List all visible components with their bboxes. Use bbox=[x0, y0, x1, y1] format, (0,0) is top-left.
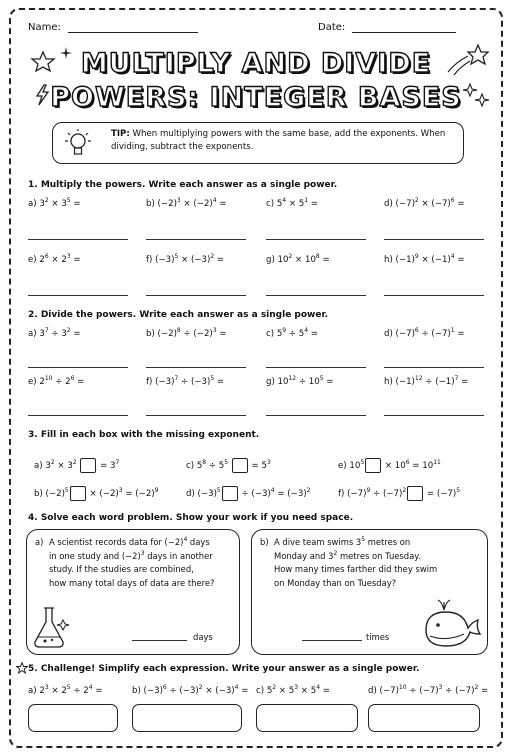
question-s1-3 bbox=[384, 199, 465, 209]
question-label: c) bbox=[256, 686, 267, 696]
question-label: b) bbox=[132, 686, 144, 696]
question-label: f) bbox=[338, 489, 348, 499]
name-line[interactable] bbox=[68, 32, 198, 33]
question-s2-4 bbox=[28, 377, 84, 387]
tip-body: When multiplying powers with the same base, add the exponents. When dividing, subtract the exponents. bbox=[111, 129, 446, 152]
answer-line[interactable] bbox=[266, 367, 366, 368]
question-label: d) bbox=[186, 489, 198, 499]
question-s2-1 bbox=[146, 329, 227, 339]
answer-box[interactable] bbox=[28, 704, 118, 732]
question-expression: $(-2)^8 \div (-2)^3$ = bbox=[157, 327, 227, 339]
date-field[interactable] bbox=[318, 22, 456, 33]
question-expression: $2^3 \times 2^5 \div 2^4$ = bbox=[39, 684, 103, 696]
answer-line[interactable] bbox=[146, 415, 246, 416]
question-s2-2 bbox=[266, 329, 318, 339]
question-label: c) bbox=[266, 329, 277, 339]
question-expression: $(-2)^3 \times (-2)^4$ = bbox=[157, 197, 227, 209]
section-1-heading: 1. Multiply the powers. Write each answer as a single power. bbox=[28, 180, 338, 190]
question-s3-2 bbox=[338, 458, 441, 473]
question-s1-4 bbox=[28, 255, 81, 265]
title-line-1: MULTIPLY AND DIVIDE bbox=[80, 48, 432, 79]
word-problem-a-box bbox=[26, 529, 240, 655]
section-5-heading: 5. Challenge! Simplify each expression. Write your answer as a single power. bbox=[28, 664, 420, 674]
question-s5-0 bbox=[28, 686, 103, 696]
question-s5-3 bbox=[368, 686, 488, 696]
question-expression: $(-3)^5 \times (-3)^2$ = bbox=[155, 253, 225, 265]
answer-box[interactable] bbox=[132, 704, 242, 732]
question-expression: $(-3)^6 \div (-3)^2 \times (-3)^4$ = bbox=[143, 684, 249, 696]
problem-a-label: a) bbox=[35, 537, 44, 547]
answer-line[interactable] bbox=[384, 239, 484, 240]
problem-a-text: A scientist records data for $(-2)^4$ days in one study and $(-2)^3$ days in another study. If the studies are combined, how many total days of data are there? bbox=[49, 536, 215, 588]
star-icon bbox=[16, 662, 28, 674]
question-label: b) bbox=[34, 489, 46, 499]
question-s2-5 bbox=[146, 377, 224, 387]
question-label: d) bbox=[384, 199, 396, 209]
answer-box[interactable] bbox=[256, 704, 358, 732]
question-expression: $5^9 \div 5^4$ = bbox=[276, 327, 319, 339]
name-field[interactable] bbox=[28, 22, 198, 33]
answer-line[interactable] bbox=[28, 415, 128, 416]
answer-line[interactable] bbox=[384, 415, 484, 416]
question-label: h) bbox=[384, 255, 396, 265]
question-expression: $(-3)^5 \div (-3)^4 = (-3)^2$ bbox=[197, 487, 311, 499]
answer-line[interactable] bbox=[266, 415, 366, 416]
question-s3-4 bbox=[186, 486, 311, 501]
question-s2-0 bbox=[28, 329, 81, 339]
question-s5-2 bbox=[256, 686, 330, 696]
question-label: b) bbox=[146, 199, 158, 209]
answer-line[interactable] bbox=[146, 295, 246, 296]
answer-line[interactable] bbox=[384, 295, 484, 296]
answer-line[interactable] bbox=[266, 239, 366, 240]
question-expression: $10^5 \times 10^6 = 10^{11}$ bbox=[349, 459, 441, 471]
question-s1-5 bbox=[146, 255, 224, 265]
question-expression: $2^{10} \div 2^6$ = bbox=[39, 375, 85, 387]
question-expression: $2^6 \times 2^3$ = bbox=[39, 253, 81, 265]
question-label: a) bbox=[28, 686, 40, 696]
question-expression: $(-2)^5 \times (-2)^3 = (-2)^9$ bbox=[45, 487, 159, 499]
question-expression: $(-7)^2 \times (-7)^6$ = bbox=[395, 197, 465, 209]
answer-line[interactable] bbox=[28, 295, 128, 296]
problem-a-unit: days bbox=[193, 632, 213, 642]
tip-box bbox=[52, 122, 464, 164]
question-label: a) bbox=[28, 329, 40, 339]
section-3-heading: 3. Fill in each box with the missing exponent. bbox=[28, 430, 260, 440]
question-label: c) bbox=[266, 199, 277, 209]
problem-b-unit: times bbox=[366, 632, 390, 642]
question-s5-1 bbox=[132, 686, 248, 696]
question-label: a) bbox=[34, 461, 46, 471]
problem-b-label: b) bbox=[260, 537, 269, 547]
word-problem-b-box bbox=[251, 529, 488, 655]
question-label: d) bbox=[384, 329, 396, 339]
question-s3-3 bbox=[34, 486, 159, 501]
section-4-heading: 4. Solve each word problem. Show your work if you need space. bbox=[28, 513, 354, 523]
question-s3-5 bbox=[338, 486, 460, 501]
question-s2-6 bbox=[266, 377, 334, 387]
question-expression: $(-1)^{12} \div (-1)^7$ = bbox=[395, 375, 469, 387]
name-label: Name: bbox=[28, 22, 61, 33]
title-line-2: POWERS: INTEGER BASES bbox=[50, 82, 462, 113]
question-expression: $(-7)^{10} \div (-7)^3 \div (-7)^2$ = bbox=[379, 684, 489, 696]
date-label: Date: bbox=[318, 22, 346, 33]
tip-label: TIP: bbox=[111, 129, 130, 139]
question-expression: $3^7 \div 3^2$ = bbox=[39, 327, 81, 339]
problem-b-answer-line[interactable] bbox=[302, 640, 362, 641]
answer-line[interactable] bbox=[146, 239, 246, 240]
question-label: g) bbox=[266, 377, 278, 387]
question-label: b) bbox=[146, 329, 158, 339]
shooting-star-icon bbox=[446, 42, 490, 76]
star-icon bbox=[30, 50, 56, 72]
question-expression: $(-7)^6 \div (-7)^1$ = bbox=[395, 327, 465, 339]
question-expression: $5^8 \div 5^5 = 5^3$ bbox=[196, 459, 271, 471]
question-label: g) bbox=[266, 255, 278, 265]
question-s1-2 bbox=[266, 199, 318, 209]
answer-line[interactable] bbox=[28, 367, 128, 368]
whale-icon bbox=[420, 596, 486, 652]
flask-icon bbox=[31, 600, 71, 652]
problem-a-answer-line[interactable] bbox=[132, 640, 187, 641]
question-label: h) bbox=[384, 377, 396, 387]
question-s1-0 bbox=[28, 199, 81, 209]
question-expression: $10^2 \times 10^8$ = bbox=[277, 253, 330, 265]
question-s2-3 bbox=[384, 329, 465, 339]
question-s1-1 bbox=[146, 199, 227, 209]
question-label: f) bbox=[146, 377, 156, 387]
section-2-heading: 2. Divide the powers. Write each answer as a single power. bbox=[28, 310, 329, 320]
answer-line[interactable] bbox=[146, 367, 246, 368]
question-expression: $5^4 \times 5^1$ = bbox=[276, 197, 319, 209]
problem-b-text: A dive team swims $3^5$ metres on Monday and $3^2$ metres on Tuesday. How many times farther did they swim on Monday than on Tuesday? bbox=[274, 536, 438, 588]
answer-line[interactable] bbox=[384, 367, 484, 368]
question-label: f) bbox=[146, 255, 156, 265]
tip-text bbox=[111, 128, 456, 154]
question-label: e) bbox=[28, 377, 40, 387]
question-expression: $10^{12} \div 10^5$ = bbox=[277, 375, 334, 387]
question-label: e) bbox=[28, 255, 40, 265]
stars-icon bbox=[462, 82, 490, 108]
date-line[interactable] bbox=[352, 32, 456, 33]
lightbulb-icon bbox=[63, 127, 93, 159]
question-s2-7 bbox=[384, 377, 468, 387]
question-expression: $3^2 \times 3^2 = 3^7$ bbox=[45, 459, 120, 471]
answer-box[interactable] bbox=[368, 704, 480, 732]
answer-line[interactable] bbox=[28, 239, 128, 240]
question-label: a) bbox=[28, 199, 40, 209]
question-s3-1 bbox=[186, 458, 271, 473]
question-label: c) bbox=[186, 461, 197, 471]
sparkle-icon bbox=[60, 47, 72, 59]
answer-line[interactable] bbox=[266, 295, 366, 296]
question-label: e) bbox=[338, 461, 350, 471]
question-s1-7 bbox=[384, 255, 465, 265]
question-expression: $5^2 \times 5^3 \times 5^4$ = bbox=[266, 684, 330, 696]
question-s3-0 bbox=[34, 458, 119, 473]
question-s1-6 bbox=[266, 255, 330, 265]
question-expression: $(-1)^9 \times (-1)^4$ = bbox=[395, 253, 465, 265]
question-expression: $(-7)^9 \div (-7)^2 = (-7)^5$ bbox=[347, 487, 461, 499]
question-expression: $(-3)^7 \div (-3)^5$ = bbox=[155, 375, 225, 387]
question-expression: $3^2 \times 3^5$ = bbox=[39, 197, 81, 209]
lightning-icon bbox=[34, 84, 50, 106]
question-label: d) bbox=[368, 686, 380, 696]
